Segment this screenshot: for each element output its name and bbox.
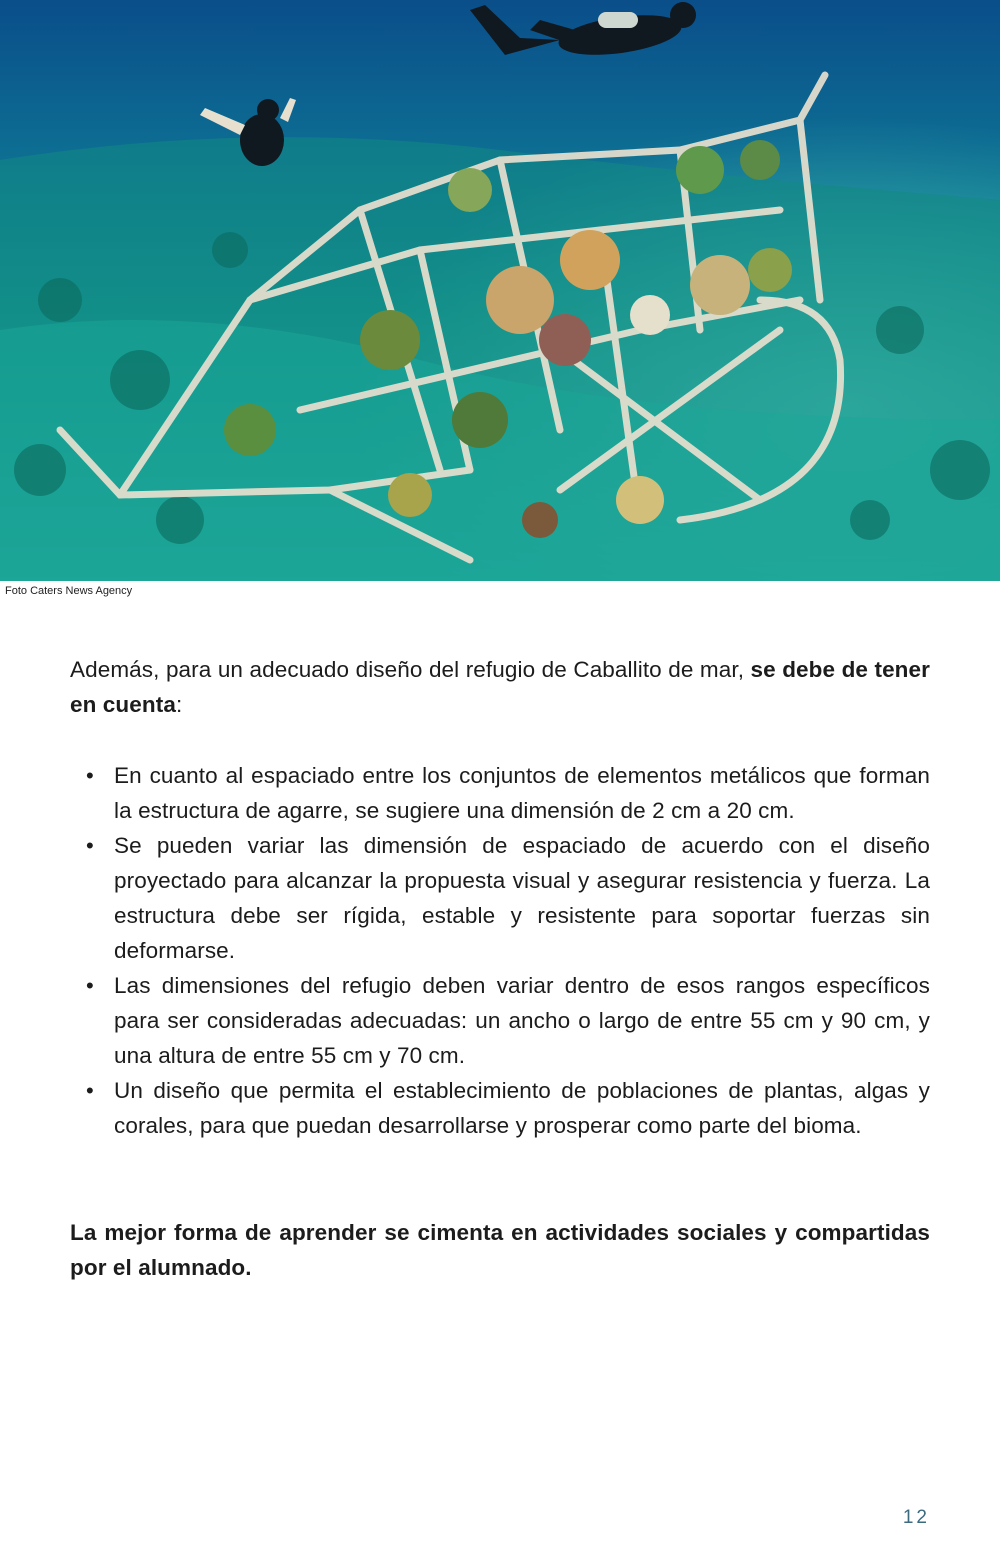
list-item-text: Un diseño que permita el establecimiento de poblaciones de plantas, algas y corales, para que puedan desarrollarse y prosperar como parte del bioma. — [114, 1078, 930, 1138]
bullet-icon: • — [86, 833, 94, 858]
page-number: 12 — [902, 1507, 930, 1528]
list-item — [70, 1073, 930, 1143]
bullet-icon: • — [86, 1078, 94, 1103]
reef-structure-image — [0, 0, 1000, 581]
intro-paragraph — [70, 652, 930, 722]
conclusion-paragraph: La mejor forma de aprender se cimenta en actividades sociales y compartidas por el alumnado. — [70, 1220, 930, 1280]
list-item — [70, 968, 930, 1073]
list-item-text: Se pueden variar las dimensión de espaciado de acuerdo con el diseño proyectado para alcanzar la propuesta visual y asegurar resistencia y fuerza. La estructura debe ser rígida, estable y resistente para soportar fuerzas sin deformarse. — [114, 833, 930, 963]
bullet-icon: • — [86, 763, 94, 788]
requirements-list — [70, 758, 930, 1143]
list-item-text: Las dimensiones del refugio deben variar dentro de esos rangos específicos para ser consideradas adecuadas: un ancho o largo de entre 55 cm y 90 cm, y una altura de entre 55 cm y 70 cm. — [114, 973, 930, 1068]
intro-tail-text: : — [175, 692, 183, 717]
intro-bold-text: se debe de tener en cuenta — [70, 657, 930, 717]
bullet-icon: • — [86, 973, 94, 998]
intro-plain-text: Además, para un adecuado diseño del refugio de Caballito de mar, — [70, 657, 751, 682]
list-item — [70, 828, 930, 968]
list-item — [70, 758, 930, 828]
list-item-text: En cuanto al espaciado entre los conjuntos de elementos metálicos que forman la estructura de agarre, se sugiere una dimensión de 2 cm a 20 cm. — [114, 763, 930, 823]
main-text — [70, 652, 930, 1285]
photo-caption: Foto Caters News Agency — [5, 585, 133, 597]
reef-photo — [0, 0, 1000, 581]
